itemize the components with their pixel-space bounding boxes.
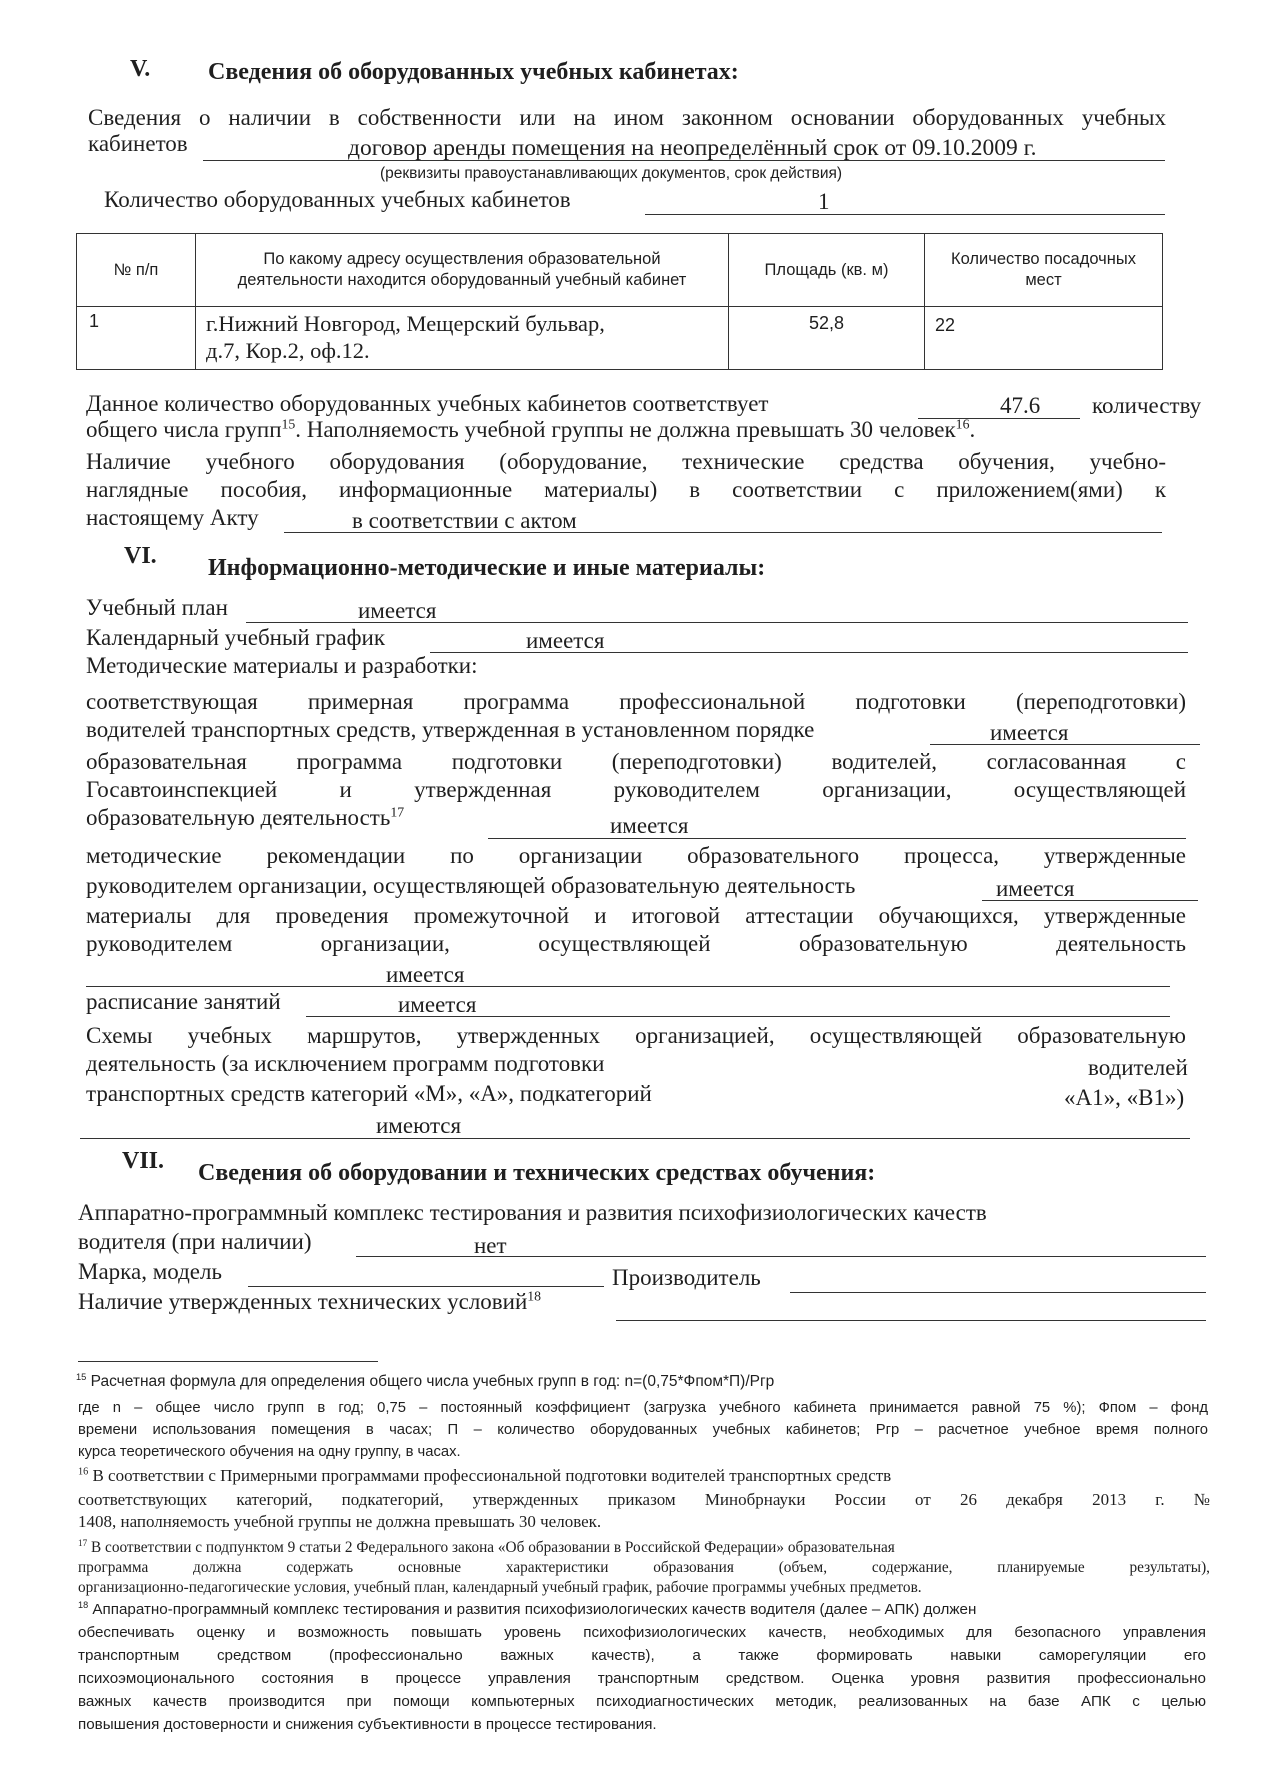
correspondence-line-2-rest: . Наполняемость учебной группы не должна превышать 30 человек: [295, 417, 956, 442]
routes-line-1: Схемы учебных маршрутов, утвержденных организацией, осуществляющей образовательную: [86, 1023, 1186, 1048]
routes-line-3b: «A1», «B1»): [1064, 1085, 1185, 1110]
routes-value: имеются: [376, 1113, 462, 1138]
section-vi-number: VI.: [124, 543, 157, 569]
section-vi-title: Информационно-методические и иные материалы:: [208, 555, 766, 581]
manufacturer-underline: [790, 1292, 1206, 1293]
recommendations-line-1: методические рекомендации по организации образовательного процесса, утвержденные: [86, 843, 1186, 868]
calendar-schedule-value: имеется: [526, 628, 605, 653]
correspondence-line-2-text: общего числа групп: [86, 417, 282, 442]
attestation-line-2: руководителем организации, осуществляющей образовательную деятельность: [86, 931, 1186, 956]
footnote-18-line-1: [78, 1600, 976, 1620]
table-header-cell: Площадь (кв. м): [729, 234, 925, 307]
tech-conditions-underline: [616, 1320, 1206, 1321]
edu-program-line-3: [86, 804, 404, 832]
edu-program-underline: [488, 838, 1186, 839]
footnote-18-number: 18: [78, 1599, 89, 1610]
footnote-15-line-1: [76, 1372, 774, 1392]
tech-conditions-label: [78, 1288, 541, 1316]
edu-program-line-1: образовательная программа подготовки (переподготовки) водителей, согласованная с: [86, 749, 1186, 774]
table-header-cell: № п/п: [77, 234, 196, 307]
rooms-count-underline: [645, 214, 1165, 215]
footnote-16-line-3: 1408, наполняемость учебной группы не должна превышать 30 человек.: [78, 1512, 602, 1531]
footnote-15-line-4: курса теоретического обучения на одну группу, в часах.: [78, 1444, 461, 1460]
attestation-underline: [86, 986, 1170, 987]
routes-line-2a: деятельность (за исключением программ подготовки: [86, 1051, 605, 1076]
footnote-17-text: В соответствии с подпунктом 9 статьи 2 Федерального закона «Об образовании в Российской Федерации» образовательная: [91, 1539, 895, 1556]
recommendations-line-2: руководителем организации, осуществляющей образовательную деятельность: [86, 873, 856, 898]
footnote-16-line-2: соответствующих категорий, подкатегорий, утвержденных приказом Минобрнауки России от 26 декабря 2013 г. №: [78, 1490, 1210, 1509]
rooms-count-label: Количество оборудованных учебных кабинетов: [104, 187, 571, 212]
footnote-ref-15: 15: [281, 416, 296, 432]
curriculum-value: имеется: [358, 598, 437, 623]
recommendations-value: имеется: [996, 876, 1075, 901]
table-row: [77, 307, 1163, 370]
correspondence-tail: количеству: [1092, 393, 1202, 418]
table-cell-area: 52,8: [729, 307, 925, 370]
table-cell-address: г.Нижний Новгород, Мещерский бульвар, д.7, Кор.2, оф.12.: [196, 307, 729, 370]
attestation-line-1: материалы для проведения промежуточной и итоговой аттестации обучающихся, утвержденные: [86, 903, 1186, 928]
equipment-line-2: наглядные пособия, информационные материалы) в соответствии с приложением(ями) к: [86, 477, 1166, 502]
apk-value: нет: [474, 1233, 507, 1258]
footnote-17-line-3: организационно-педагогические условия, учебный план, календарный учебный график, рабочие программы учебных предметов.: [78, 1579, 922, 1596]
edu-program-line-3-text: образовательную деятельность: [86, 805, 391, 830]
footnote-15-line-3: времени использования помещения в часах; П – количество оборудованных учебных кабинетов; Pгр – расчетное учебное время полного: [78, 1422, 1208, 1438]
apk-line-2-label: водителя (при наличии): [78, 1229, 312, 1254]
footnote-16-number: 16: [78, 1466, 89, 1478]
calendar-schedule-label: Календарный учебный график: [86, 625, 385, 650]
methods-label: Методические материалы и разработки:: [86, 653, 478, 678]
table-cell-seats: 22: [925, 307, 1163, 370]
correspondence-line-2: общего числа групп$^{15}$. Наполняемость учебной группы не должна превышать 30 человек$^{16}$.: [86, 416, 976, 442]
footnote-16-line-1: [78, 1466, 891, 1486]
footnote-16-text: В соответствии с Примерными программами профессиональной подготовки водителей транспортных средств: [92, 1466, 892, 1485]
classrooms-table: [76, 233, 1163, 370]
equipment-value: в соответствии с актом: [352, 508, 577, 533]
footnote-18-line-2: обеспечивать оценку и возможность повышать уровень психофизиологических качеств, необходимых для безопасного управления: [78, 1624, 1206, 1641]
premises-value: договор аренды помещения на неопределённый срок от 09.10.2009 г.: [348, 135, 1037, 161]
table-header-cell: Количество посадочных мест: [925, 234, 1163, 307]
footnote-18-line-5: важных качеств производится при помощи компьютерных психодиагностических методик, реализованных на базе АПК с целью: [78, 1693, 1206, 1710]
correspondence-line-1: Данное количество оборудованных учебных кабинетов соответствует: [86, 391, 769, 416]
footnote-15-number: 15: [76, 1371, 87, 1382]
footnote-ref-16: 16: [955, 416, 970, 432]
section-v-title: Сведения об оборудованных учебных кабинетах:: [208, 59, 739, 85]
equipment-line-3-label: настоящему Акту: [86, 505, 259, 530]
section-v-number: V.: [130, 56, 151, 82]
footnote-15-line-2: где n – общее число групп в год; 0,75 – постоянный коэффициент (загрузка учебного кабинета принимается равной 75 %); Фпом – фонд: [78, 1400, 1208, 1416]
footnote-18-line-4: психоэмоционального состояния в процессе управления транспортным средством. Оценка уровня развития профессионально: [78, 1670, 1206, 1687]
attestation-value: имеется: [386, 962, 465, 987]
premises-label: кабинетов: [88, 131, 188, 156]
footnote-15-text: Расчетная формула для определения общего числа учебных групп в год: n=(0,75*Фпом*П)/Ргр: [90, 1373, 775, 1390]
sample-program-value: имеется: [990, 720, 1069, 745]
footnote-17-line-2: программа должна содержать основные характеристики образования (объем, содержание, планируемые результаты),: [78, 1559, 1210, 1576]
timetable-value: имеется: [398, 992, 477, 1017]
sample-program-line-2: водителей транспортных средств, утвержденная в установленном порядке: [86, 717, 815, 742]
timetable-label: расписание занятий: [86, 989, 281, 1014]
footnote-separator: [78, 1361, 378, 1362]
equipment-line-1: Наличие учебного оборудования (оборудование, технические средства обучения, учебно-: [86, 449, 1166, 474]
premises-info-line-1: Сведения о наличии в собственности или на ином законном основании оборудованных учебных: [88, 105, 1166, 130]
correspondence-value: 47.6: [1000, 393, 1041, 418]
edu-program-value: имеется: [610, 813, 689, 838]
table-header-cell: По какому адресу осуществления образовательной деятельности находится оборудованный учебный кабинет: [196, 234, 729, 307]
premises-caption: (реквизиты правоустанавливающих документов, срок действия): [380, 165, 843, 182]
footnote-ref-17: 17: [390, 804, 405, 820]
footnote-18-text: Аппаратно-программный комплекс тестирования и развития психофизиологических качеств водителя (далее – АПК) должен: [92, 1601, 977, 1618]
apk-line-1: Аппаратно-программный комплекс тестирования и развития психофизиологических качеств: [78, 1200, 987, 1225]
sample-program-line-1: соответствующая примерная программа профессиональной подготовки (переподготовки): [86, 689, 1186, 714]
brand-model-underline: [248, 1286, 604, 1287]
section-vii-number: VII.: [122, 1148, 165, 1174]
routes-line-2b: водителей: [1088, 1055, 1188, 1080]
manufacturer-label: Производитель: [612, 1265, 761, 1290]
section-vii-title: Сведения об оборудовании и технических средствах обучения:: [198, 1160, 876, 1186]
edu-program-line-2: Госавтоинспекцией и утвержденная руководителем организации, осуществляющей: [86, 777, 1186, 802]
table-cell-num: 1: [77, 307, 196, 370]
routes-line-3a: транспортных средств категорий «M», «A», подкатегорий: [86, 1081, 652, 1106]
rooms-count-value: 1: [818, 189, 830, 214]
footnote-17-line-1: [78, 1538, 895, 1558]
footnote-ref-18: 18: [527, 1288, 542, 1304]
routes-underline: [80, 1138, 1190, 1139]
tech-conditions-text: Наличие утвержденных технических условий: [78, 1289, 528, 1314]
curriculum-label: Учебный план: [86, 595, 228, 620]
footnote-17-number: 17: [78, 1537, 88, 1548]
brand-model-label: Марка, модель: [78, 1259, 222, 1284]
footnote-18-line-6: повышения достоверности и снижения субъективности в процессе тестирования.: [78, 1716, 657, 1733]
footnote-18-line-3: транспортным средством (профессионально важных качеств), а также формировать навыки саморегуляции его: [78, 1647, 1206, 1664]
